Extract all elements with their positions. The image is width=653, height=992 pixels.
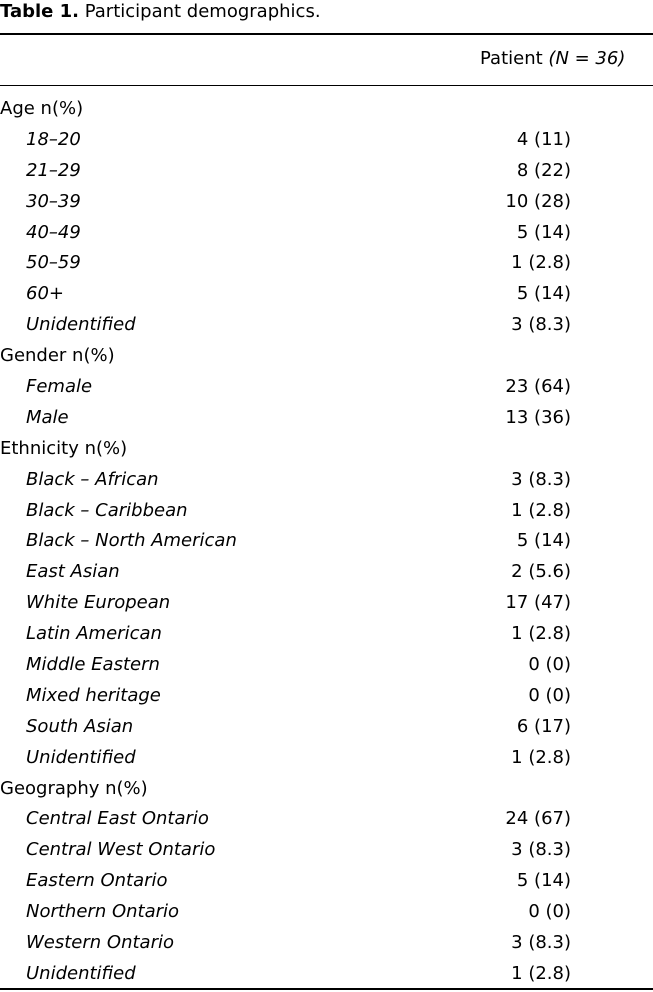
- row-value: 5 (14): [516, 530, 571, 552]
- table-row: [0, 681, 653, 712]
- section-header: [0, 341, 653, 372]
- table-caption: [0, 0, 321, 24]
- row-label: 40–49: [26, 221, 81, 243]
- row-label: 18–20: [26, 128, 81, 150]
- table-top-rule: [0, 33, 653, 35]
- section-header: [0, 774, 653, 805]
- row-value: 13 (36): [505, 406, 571, 428]
- table-caption-label: Table 1.: [0, 1, 79, 22]
- row-value: 24 (67): [505, 808, 571, 830]
- row-value: 23 (64): [505, 376, 571, 398]
- section-title: Age n(%): [0, 98, 84, 119]
- row-value: 1 (2.8): [511, 623, 571, 645]
- table-row: [0, 712, 653, 743]
- row-label: Unidentified: [26, 314, 136, 336]
- row-label: Female: [26, 376, 93, 398]
- table-row: [0, 187, 653, 218]
- row-label: Eastern Ontario: [26, 870, 168, 892]
- table-caption-text: Participant demographics.: [84, 1, 321, 22]
- table-row: [0, 372, 653, 403]
- row-value: 1 (2.8): [511, 962, 571, 984]
- table-row: [0, 866, 653, 897]
- table-row: [0, 125, 653, 156]
- row-value: 1 (2.8): [511, 252, 571, 274]
- row-value: 0 (0): [528, 901, 571, 923]
- row-label: South Asian: [26, 715, 134, 737]
- row-label: Unidentified: [26, 962, 136, 984]
- row-label: White European: [26, 592, 171, 614]
- row-value: 2 (5.6): [511, 561, 571, 583]
- row-label: 30–39: [26, 190, 81, 212]
- table-row: [0, 897, 653, 928]
- row-label: Middle Eastern: [26, 654, 160, 676]
- table-row: [0, 310, 653, 341]
- table-row: [0, 279, 653, 310]
- section-title: Ethnicity n(%): [0, 437, 128, 459]
- column-header-n: (N = 36): [548, 48, 626, 69]
- table-row: [0, 557, 653, 588]
- table-row: [0, 218, 653, 249]
- table-row: [0, 804, 653, 835]
- table-row: [0, 403, 653, 434]
- column-header-group: Patient: [480, 48, 543, 69]
- row-value: 5 (14): [516, 870, 571, 892]
- table-row: [0, 248, 653, 279]
- row-value: 1 (2.8): [511, 746, 571, 768]
- table-body: [0, 94, 653, 990]
- row-value: 3 (8.3): [511, 839, 571, 861]
- section-title: Geography n(%): [0, 777, 148, 799]
- row-label: 21–29: [26, 159, 81, 181]
- table-bottom-rule: [0, 988, 653, 990]
- row-value: 0 (0): [528, 654, 571, 676]
- table-row: [0, 743, 653, 774]
- row-value: 5 (14): [516, 221, 571, 243]
- table-row: [0, 465, 653, 496]
- row-value: 4 (11): [516, 128, 571, 150]
- row-value: 0 (0): [528, 684, 571, 706]
- section-title: Gender n(%): [0, 345, 115, 367]
- row-value: 1 (2.8): [511, 499, 571, 521]
- row-label: East Asian: [26, 561, 120, 583]
- row-label: Male: [26, 406, 69, 428]
- row-label: Mixed heritage: [26, 684, 161, 706]
- row-value: 10 (28): [505, 190, 571, 212]
- row-label: Western Ontario: [26, 932, 174, 954]
- row-label: Black – North American: [26, 530, 237, 552]
- table-row: [0, 650, 653, 681]
- row-label: Black – African: [26, 468, 159, 490]
- row-label: Central East Ontario: [26, 808, 209, 830]
- table-row: [0, 496, 653, 527]
- table-row: [0, 835, 653, 866]
- row-value: 17 (47): [505, 592, 571, 614]
- row-label: Black – Caribbean: [26, 499, 188, 521]
- row-value: 3 (8.3): [511, 314, 571, 336]
- table-row: [0, 526, 653, 557]
- table-row: [0, 959, 653, 990]
- row-label: 50–59: [26, 252, 81, 274]
- table-row: [0, 588, 653, 619]
- row-value: 3 (8.3): [511, 468, 571, 490]
- row-label: 60+: [26, 283, 64, 305]
- row-value: 8 (22): [516, 159, 571, 181]
- row-value: 5 (14): [516, 283, 571, 305]
- row-label: Unidentified: [26, 746, 136, 768]
- table-header-rule: [0, 85, 653, 86]
- row-label: Central West Ontario: [26, 839, 216, 861]
- row-value: 3 (8.3): [511, 932, 571, 954]
- table-row: [0, 619, 653, 650]
- row-label: Latin American: [26, 623, 162, 645]
- row-value: 6 (17): [516, 715, 571, 737]
- section-header: [0, 94, 653, 125]
- table-row: [0, 156, 653, 187]
- section-header: [0, 434, 653, 465]
- column-header-patient: [480, 46, 625, 72]
- row-label: Northern Ontario: [26, 901, 180, 923]
- table-row: [0, 928, 653, 959]
